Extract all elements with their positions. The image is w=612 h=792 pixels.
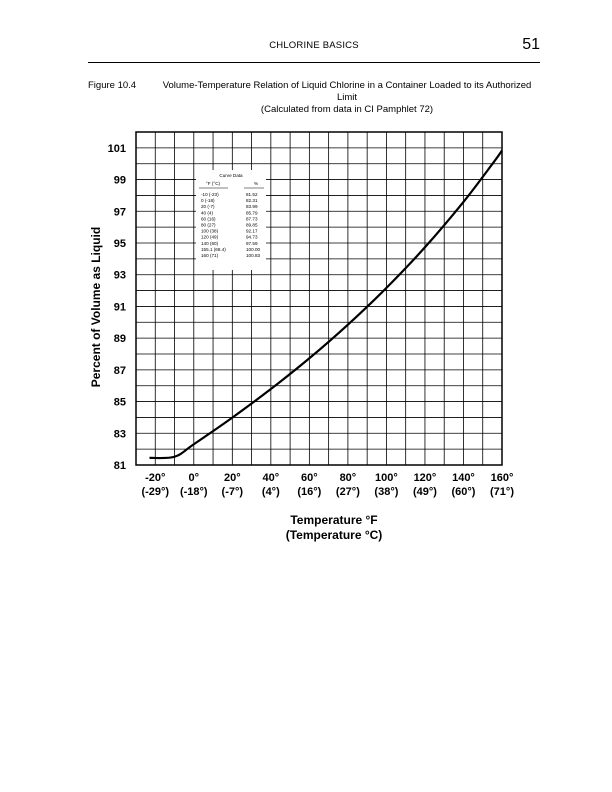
curve-data-temperature: 100 (38) [201,228,219,234]
y-tick-label: 101 [107,142,126,155]
curve-data-title: Curve Data [219,173,243,178]
y-axis-tick-labels [108,143,126,472]
curve-data-percent: 92.17 [246,228,258,234]
curve-data-temperature: -10 (-23) [201,192,219,197]
x-tick-label-celsius: (-29°) [141,486,170,498]
figure-title: Volume-Temperature Relation of Liquid Chlorine in a Container Loaded to its Authorized Limit [162,80,532,103]
x-tick-label-celsius: (38°) [374,486,399,498]
plot-frame [136,132,502,465]
x-tick-label-fahrenheit: 60° [301,472,318,484]
curve-data-percent: 89.85 [246,222,258,228]
y-tick-label: 95 [113,238,126,250]
curve-data-col2-header: % [253,181,259,186]
x-tick-label-fahrenheit: 80° [339,472,357,484]
curve-data-temperature: 155.1 (68.4) [201,246,226,252]
y-tick-label: 83 [113,428,126,441]
x-tick-label-fahrenheit: -20° [145,472,166,484]
y-tick-label: 97 [113,206,126,219]
x-tick-label-fahrenheit: 0° [188,472,200,484]
y-axis-label: Percent of Volume as Liquid [89,226,103,388]
x-tick-label-fahrenheit: 140° [452,472,475,484]
x-tick-label-celsius: (4°) [261,486,280,498]
x-axis-tick-labels [141,472,514,498]
x-tick-label-fahrenheit: 160° [490,472,514,484]
curve-data-temperature: 60 (16) [201,216,216,222]
curve-data-percent: 100.83 [246,253,261,258]
y-tick-label: 91 [113,301,126,314]
page-number: 51 [522,36,540,53]
x-tick-label-celsius: (71°) [490,486,514,498]
curve-data-temperature: 20 (-7) [201,204,215,210]
y-tick-label: 89 [113,333,126,346]
x-axis-label: Temperature °F [290,513,378,527]
curve-data-percent: 94.73 [246,234,258,240]
curve-data-percent: 82.31 [246,198,258,204]
x-tick-label-fahrenheit: 40° [262,472,280,484]
x-tick-label-fahrenheit: 20° [223,472,241,484]
y-tick-label: 87 [113,364,126,377]
x-tick-label-celsius: (60°) [451,486,476,498]
curve-data-temperature: 80 (27) [201,222,216,228]
y-tick-label: 93 [113,269,126,282]
x-tick-label-celsius: (49°) [412,486,437,498]
x-tick-label-celsius: (-18°) [179,486,208,498]
x-tick-label-celsius: (27°) [335,486,360,498]
figure-number: Figure 10.4 [88,80,137,91]
y-tick-label: 99 [113,174,126,187]
y-tick-label: 81 [113,460,126,472]
running-title: CHLORINE BASICS [269,40,359,51]
curve-data-percent: 100.00 [246,246,261,252]
curve-data-temperature: 0 (-18) [201,198,215,204]
y-tick-label: 85 [113,396,126,409]
curve-data-temperature: 140 (60) [201,240,219,246]
curve-data-col1-header: °F (°C) [205,181,221,186]
x-axis-label-celsius: (Temperature °C) [285,528,383,542]
curve-data-percent: 83.99 [246,204,258,210]
x-tick-label-fahrenheit: 120° [413,472,437,484]
x-tick-label-celsius: (16°) [297,486,322,498]
curve-data-percent: 85.79 [246,210,258,216]
curve-data-percent: 81.52 [246,192,258,197]
x-tick-label-celsius: (-7°) [221,486,244,498]
curve-data-percent: 87.73 [246,216,258,222]
x-tick-label-fahrenheit: 100° [375,472,398,484]
curve-data-temperature: 40 (4) [201,210,214,216]
chart-grid [136,132,502,465]
figure-subtitle: (Calculated from data in CI Pamphlet 72) [260,104,434,115]
curve-data-temperature: 120 (49) [201,234,219,240]
curve-data-percent: 97.59 [246,240,258,246]
curve-data-temperature: 160 (71) [201,253,219,258]
curve-data-table [196,170,266,270]
